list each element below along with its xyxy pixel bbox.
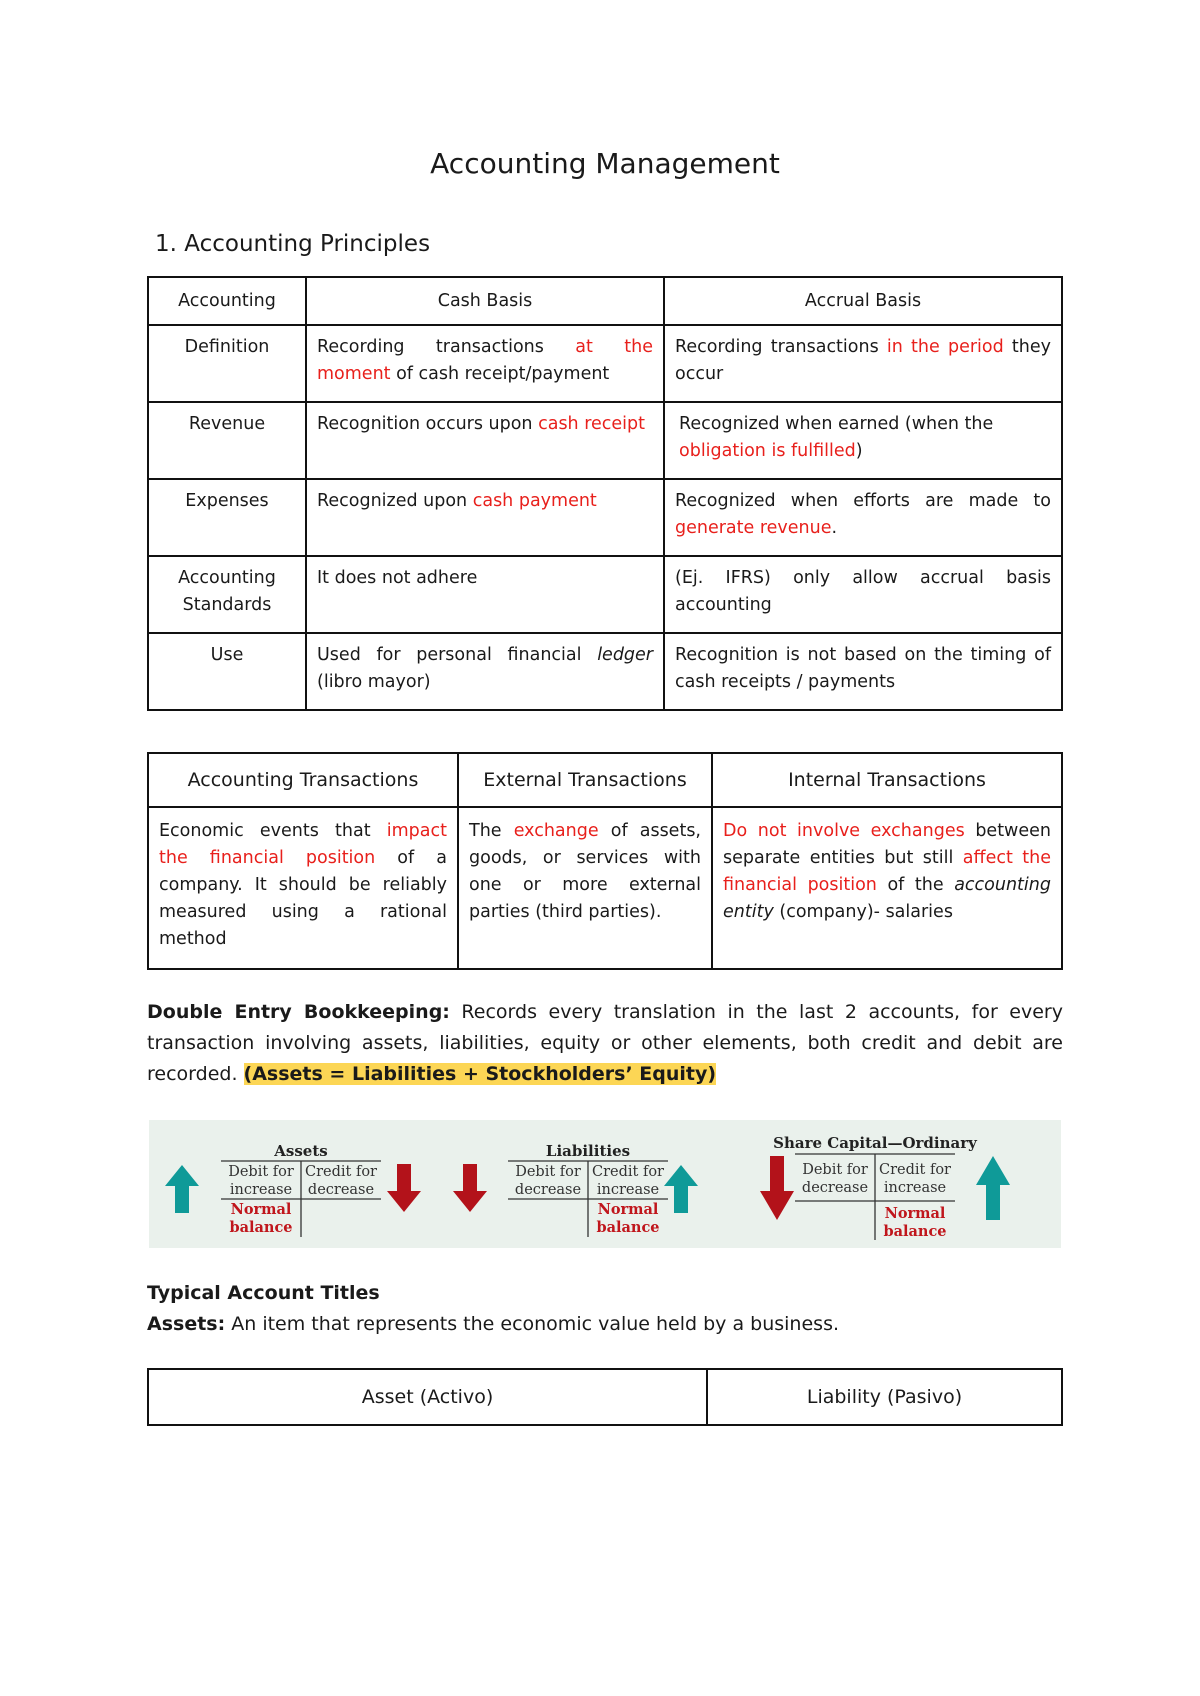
- normal-balance-label: Normal balance: [883, 1205, 947, 1240]
- table-row: [148, 479, 1062, 556]
- t-account-title: Share Capital—Ordinary: [773, 1134, 977, 1152]
- share-capital-t-account: [760, 1134, 1010, 1240]
- table-row: [148, 633, 1062, 710]
- table-row: [148, 402, 1062, 479]
- accrual-cell: Recognized when efforts are made to generate revenue.: [664, 479, 1062, 556]
- t-account-title: Assets: [274, 1142, 328, 1160]
- normal-balance-label: Normal balance: [596, 1201, 660, 1236]
- cash-cell: Recording transactions at the moment of cash receipt/payment: [306, 325, 664, 402]
- t-accounts-svg: [149, 1120, 1061, 1248]
- row-label: Expenses: [148, 479, 306, 556]
- row-label: Definition: [148, 325, 306, 402]
- assets-definition: Assets: An item that represents the economic value held by a business.: [147, 1313, 840, 1335]
- transactions-table: [147, 752, 1063, 970]
- down-arrow-icon: [387, 1164, 421, 1212]
- external-transactions-cell: The exchange of assets, goods, or services with one or more external parties (third parties).: [458, 807, 712, 969]
- debit-label: Debit for increase: [228, 1164, 294, 1198]
- table-header: External Transactions: [458, 753, 712, 807]
- section-heading: 1. Accounting Principles: [155, 231, 431, 257]
- principles-table: [147, 276, 1063, 711]
- accrual-cell: (Ej. IFRS) only allow accrual basis accounting: [664, 556, 1062, 633]
- table-header: Internal Transactions: [712, 753, 1062, 807]
- liabilities-t-account: [453, 1142, 698, 1237]
- debit-credit-diagram: [149, 1120, 1061, 1248]
- table-header: Asset (Activo): [148, 1369, 707, 1425]
- up-arrow-icon: [165, 1165, 199, 1213]
- double-entry-paragraph: Double Entry Bookkeeping: Records every translation in the last 2 accounts, for every transaction involving assets, liabilities, equity or other elements, both credit and debit are recorded. (Assets = Liabilities + Stockholders’ Equity): [147, 1001, 1063, 1085]
- table-row: [148, 807, 1062, 969]
- accounting-equation: (Assets = Liabilities + Stockholders’ Equity): [243, 1063, 717, 1085]
- asset-liability-table: [147, 1368, 1063, 1426]
- debit-label: Debit for decrease: [801, 1162, 869, 1196]
- accrual-cell: Recognized when earned (when the obligation is fulfilled): [664, 402, 1062, 479]
- table-header: Accounting Transactions: [148, 753, 458, 807]
- table-header: Accrual Basis: [664, 277, 1062, 325]
- row-label: Accounting Standards: [148, 556, 306, 633]
- credit-label: Credit for increase: [592, 1164, 664, 1198]
- accounting-transactions-cell: Economic events that impact the financial position of a company. It should be reliably measured using a rational method: [148, 807, 458, 969]
- typical-account-titles-heading: Typical Account Titles: [147, 1282, 380, 1304]
- debit-label: Debit for decrease: [514, 1164, 582, 1198]
- table-row: [148, 325, 1062, 402]
- cash-cell: Recognized upon cash payment: [306, 479, 664, 556]
- up-arrow-icon: [664, 1165, 698, 1213]
- internal-transactions-cell: Do not involve exchanges between separate entities but still affect the financial position of the accounting entity (company)- salaries: [712, 807, 1062, 969]
- page-title: Accounting Management: [430, 147, 780, 180]
- cash-cell: Recognition occurs upon cash receipt: [306, 402, 664, 479]
- table-header: Cash Basis: [306, 277, 664, 325]
- cash-cell: It does not adhere: [306, 556, 664, 633]
- row-label: Revenue: [148, 402, 306, 479]
- credit-label: Credit for decrease: [305, 1164, 377, 1198]
- table-header: Accounting: [148, 277, 306, 325]
- accrual-cell: Recording transactions in the period they occur: [664, 325, 1062, 402]
- down-arrow-icon: [760, 1156, 794, 1220]
- cash-cell: Used for personal financial ledger (libro mayor): [306, 633, 664, 710]
- down-arrow-icon: [453, 1164, 487, 1212]
- t-account-title: Liabilities: [545, 1142, 631, 1160]
- accrual-cell: Recognition is not based on the timing of cash receipts / payments: [664, 633, 1062, 710]
- assets-t-account: [165, 1142, 421, 1237]
- normal-balance-label: Normal balance: [229, 1201, 293, 1236]
- credit-label: Credit for increase: [879, 1162, 951, 1196]
- up-arrow-icon: [976, 1156, 1010, 1220]
- row-label: Use: [148, 633, 306, 710]
- table-header: Liability (Pasivo): [707, 1369, 1062, 1425]
- table-row: [148, 556, 1062, 633]
